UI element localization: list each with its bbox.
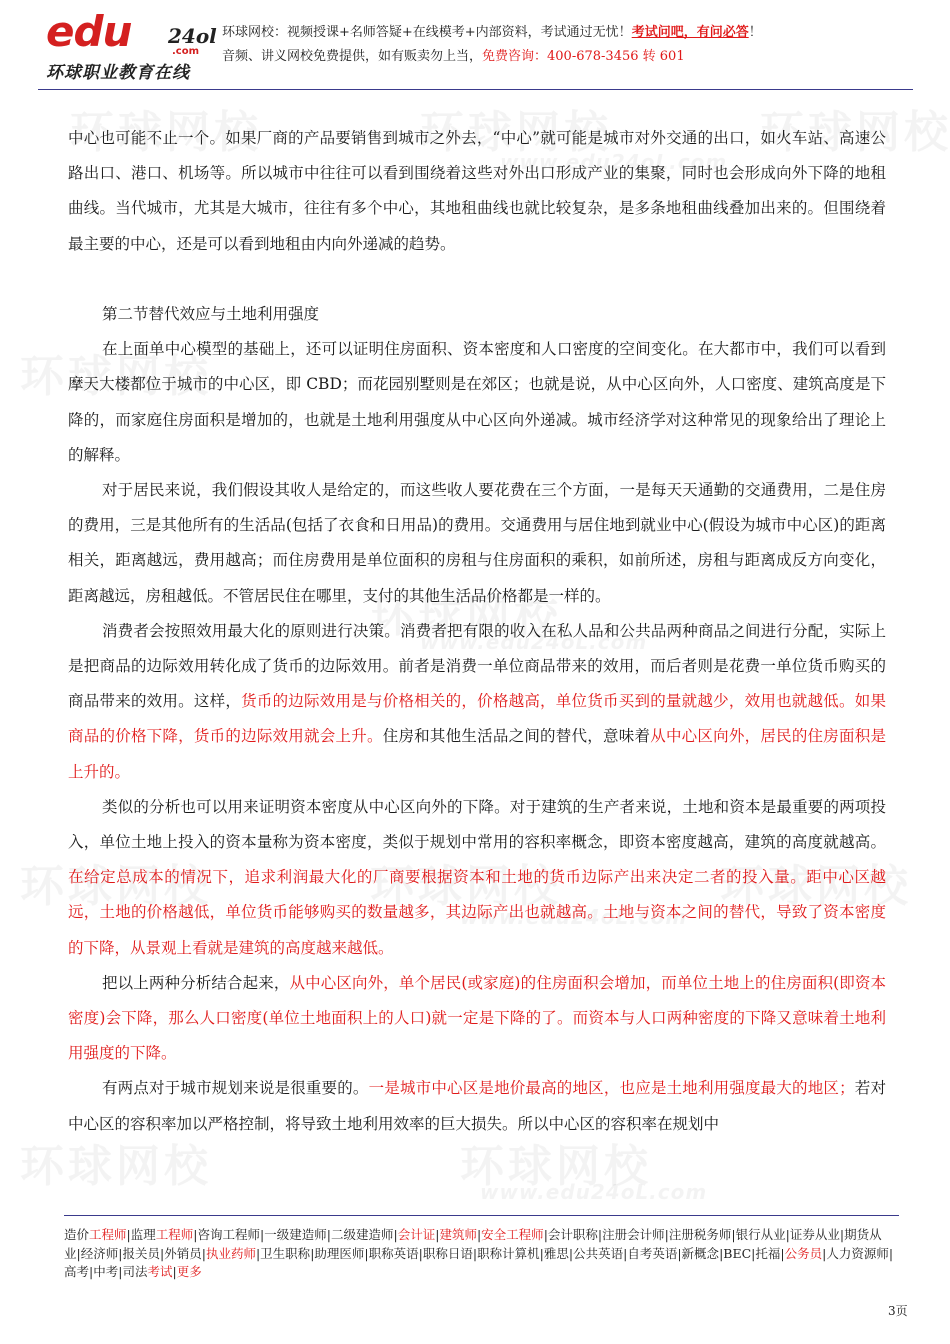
footer-link[interactable]: 职称计算机 [477,1245,540,1261]
header-line-2 [222,45,762,69]
footer-link[interactable]: 注册税务师 [668,1227,732,1242]
footer-link[interactable]: 雅思 [543,1245,569,1261]
footer-separator: | [76,1245,81,1261]
footer-separator: | [159,1245,165,1261]
footer-separator: | [89,1264,94,1279]
footer-link[interactable]: 咨询工程师 [197,1227,261,1242]
footer-separator: | [435,1227,440,1242]
hotline-text: 免费咨询：400-678-3456 转 601 [482,49,685,64]
footer-link[interactable]: 建筑师 [439,1227,477,1242]
document-body [68,121,886,1142]
highlighted-text: 从中心区向外，单个居民(或家庭)的住房面积会增加，而单位土地上的住房面积(即资本密度)会下降，那么人口密度(单位土地面积上的人口)就一定是下降的了。而资本与人口两种密度的下降又意味着土地利用强度的下降。 [68,973,886,1063]
footer-link[interactable]: 自考英语 [627,1245,678,1261]
paragraph-text: 有两点对于城市规划来说是很重要的。 [102,1079,369,1098]
footer-separator: | [751,1245,756,1261]
highlighted-text: 在给定总成本的情况下，追求利润最大化的厂商要根据资本和土地的货币边际产出来决定二者的投入量。距中心区越远，土地的价格越低，单位货币能够购买的数量越多，其边际产出也就越高。土地与资本之间的替代，导致了资本密度的下降，从景观上看就是建筑的高度越来越低。 [68,868,886,957]
footer-link[interactable]: 中考 [93,1264,119,1279]
header-line-1 [222,21,762,45]
footer-link[interactable]: 工程师 [155,1227,194,1242]
footer-link[interactable]: 高考 [64,1264,90,1279]
logo-com-text: .com [172,46,200,57]
footer-separator: | [193,1227,198,1242]
header-line-1-suffix: ！ [748,25,762,40]
footer-separator: | [597,1227,603,1242]
paragraph-text: 把以上两种分析结合起来， [102,973,290,992]
footer-link[interactable]: 报关员 [122,1245,160,1261]
footer-link[interactable]: 监理 [130,1227,156,1242]
footer-separator: | [255,1245,261,1261]
footer-link[interactable]: 更多 [176,1264,202,1279]
footer-link[interactable]: 执业药师 [205,1245,256,1261]
footer-link[interactable]: 公务员 [784,1245,823,1261]
footer-divider [64,1215,899,1216]
footer-link[interactable]: 司法 [122,1264,148,1279]
paragraph [68,790,886,966]
footer-separator: | [719,1245,724,1261]
footer-link[interactable]: 职称英语 [368,1245,419,1261]
paragraph: 对于居民来说，我们假设其收人是给定的，而这些收人要花费在三个方面，一是每天天通勤的交通费用，二是住房的费用，三是其他所有的生活品(包括了衣食和日用品)的费用。交通费用与居住地到就业中心(假设为城市中心区)的距离相关，距离越远，费用越高；而住房费用是单位面积的房租与住房面积的乘积，如前所述，房租与距离成反方向变化，距离越远，房租越低。不管居民住在哪里，支付的其他生活品价格都是一样的。 [68,481,886,605]
paragraph-text: 类似的分析也可以用来证明资本密度从中心区向外的下降。对于建筑的生产者来说，土地和资本是最重要的两项投入，单位土地上投入的资本量称为资本密度，类似于规划中常用的容积率概念，即资本密度越高，建筑的高度就越高。 [68,797,886,852]
footer-separator: | [623,1245,628,1261]
footer-separator: | [677,1245,682,1261]
footer-link[interactable]: 助理医师 [314,1245,365,1261]
footer-separator: | [260,1227,265,1242]
footer-separator: | [393,1227,398,1242]
footer-link[interactable]: 注册会计师 [602,1227,665,1242]
footer-separator: | [326,1227,331,1242]
paragraph: 中心也可能不止一个。如果厂商的产品要销售到城市之外去，“中心”就可能是城市对外交通的出口，如火车站、高速公路出口、港口、机场等。所以城市中往往可以看到围绕着这些对外出口形成产业的集聚，同时也会形成向外下降的地租曲线。当代城市，尤其是大城市，往往有多个中心，其地租曲线也就比较复杂，是多条地租曲线叠加出来的。但围绕着最主要的中心，还是可以看到地租由内向外递减的趋势。 [68,129,886,253]
paragraph: 在上面单中心模型的基础上，还可以证明住房面积、资本密度和人口密度的空间变化。在大都市中，我们可以看到摩天大楼都位于城市的中心区，即 CBD；而花园别墅则是在郊区；也就是说，从中心区向外，人口密度、建筑高度是下降的，而家庭住房面积是增加的，也就是土地利用强度从中心区向外递减。城市经济学对这种常见的现象给出了理论上的解释。 [68,340,886,464]
header-divider [38,89,913,90]
footer-link[interactable]: 二级建造师 [330,1227,394,1242]
footer-separator: | [310,1245,315,1261]
footer-separator: | [126,1227,131,1242]
footer-link[interactable]: 职称日语 [422,1245,473,1261]
footer-link[interactable]: BEC [723,1245,752,1261]
paragraph [68,1071,886,1141]
ask-link[interactable]: 考试问吧，有问必答 [631,25,749,40]
header-line-2-text: 音频、讲义网校免费提供，如有贩卖勿上当， [222,49,483,64]
highlighted-text: 一是城市中心区是地价最高的地区，也应是土地利用强度最大的地区； [368,1079,855,1098]
footer-link[interactable]: 卫生职称 [260,1245,311,1261]
footer-link[interactable]: 公共英语 [573,1245,624,1261]
paragraph-text: 若对中心区的容积率加以严格控制，将导致土地利用效率的巨大损失。所以中心区的容积率在规划中 [68,1079,886,1133]
logo-main-text: edu [46,7,132,56]
footer-link[interactable]: 期货从业 [64,1227,882,1261]
footer-link[interactable]: 新概念 [681,1245,720,1261]
footer-link[interactable]: 外销员 [164,1245,202,1261]
footer-link[interactable]: 证券从业 [789,1227,840,1242]
footer-link[interactable]: 会计证 [397,1227,436,1242]
paragraph [68,966,886,1072]
footer-separator: | [888,1245,894,1261]
footer-separator: | [780,1245,785,1261]
paragraph [68,614,886,790]
highlighted-text: 从中心区向外，居民的住房面积是上升的。 [68,727,886,781]
section-title: 第二节替代效应与土地利用强度 [102,305,320,323]
footer-separator: | [785,1227,790,1242]
watermark-url [480,1180,707,1204]
footer-separator: | [731,1227,736,1242]
footer-link[interactable]: 造价 [64,1227,90,1242]
footer-separator: | [839,1227,845,1242]
paragraph-text: 消费者会按照效用最大化的原则进行决策。消费者把有限的收入在私人品和公共品两种商品之间进行分配，实际上是把商品的边际效用转化成了货币的边际效用。前者是消费一单位商品带来的效用，而后者则是花费一单位货币购买的商品带来的效用。这样， [68,621,886,711]
paragraph-text: 住房和其他生活品之间的替代，意味着 [382,727,651,746]
footer-link[interactable]: 工程师 [89,1227,127,1242]
header-line-1-text: 环球网校：视频授课+名师答疑+在线模考+内部资料，考试通过无忧！ [222,25,632,40]
footer-separator: | [118,1245,123,1261]
footer-link[interactable]: 一级建造师 [264,1227,327,1242]
footer-link[interactable]: 人力资源师 [826,1245,889,1261]
footer-separator: | [118,1264,123,1279]
footer-separator: | [472,1245,478,1261]
footer-separator: | [172,1264,177,1279]
footer-link[interactable]: 考试 [147,1264,173,1279]
blank-line [68,262,886,297]
site-logo[interactable] [46,7,217,83]
footer-link[interactable]: 银行从业 [735,1227,786,1242]
footer-link[interactable]: 安全工程师 [481,1227,544,1242]
footer-link[interactable]: 会计职称 [547,1227,598,1242]
footer-separator: | [476,1227,482,1242]
footer-separator: | [364,1245,369,1261]
footer-separator: | [539,1245,544,1261]
footer-separator: | [568,1245,574,1261]
logo-tagline: 环球职业教育在线 [46,63,190,83]
footer-separator: | [201,1245,206,1261]
footer-separator: | [543,1227,548,1242]
page-number: 3页 [888,1304,908,1318]
footer-separator: | [664,1227,669,1242]
header-banner [222,21,762,69]
footer-separator: | [418,1245,423,1261]
footer-link[interactable]: 托福 [755,1245,781,1261]
logo-24-text: 24ol [168,24,217,48]
footer-link[interactable]: 经济师 [80,1245,119,1261]
footer-separator: | [822,1245,827,1261]
footer-exam-links [64,1226,894,1282]
highlighted-text: 货币的边际效用是与价格相关的，价格越高，单位货币买到的量就越少，效用也就越低。如果商品的价格下降，货币的边际效用就会上升。 [68,692,886,746]
